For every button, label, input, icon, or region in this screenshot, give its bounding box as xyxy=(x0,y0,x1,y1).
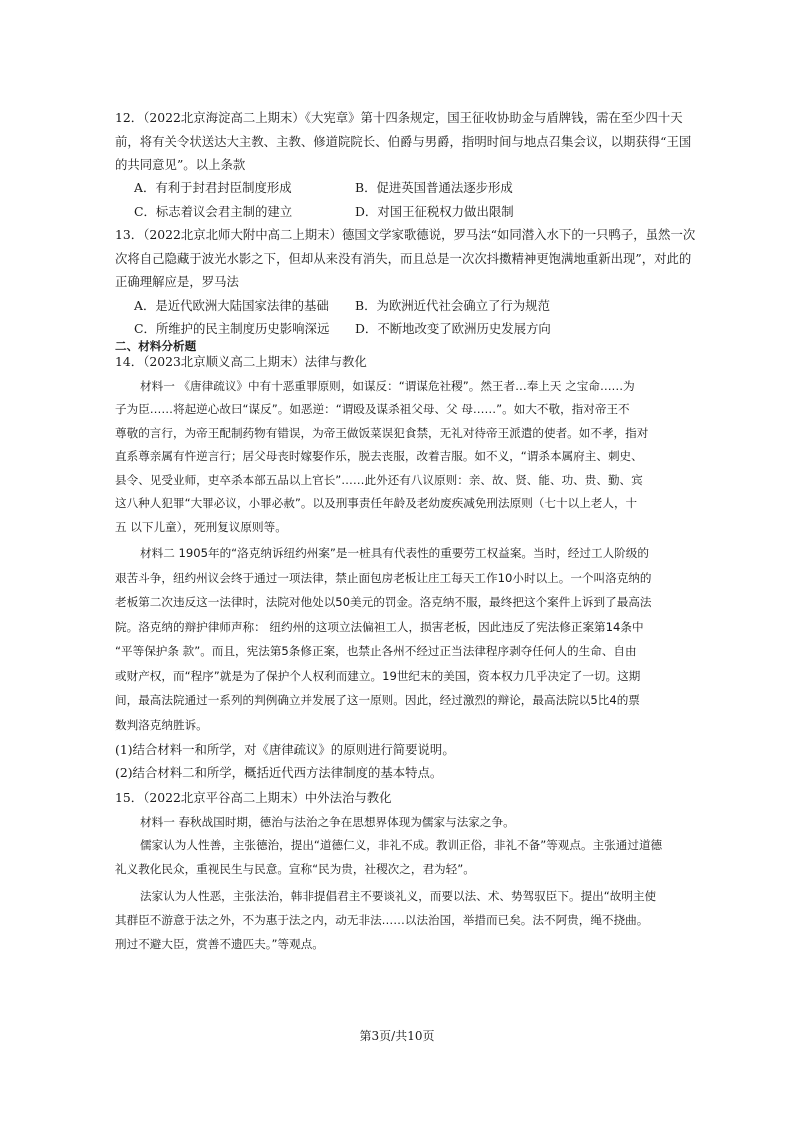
q12-line-3: 的共同意见”。以上条款 xyxy=(115,157,246,172)
q12-line-1: 12．（2022北京海淀高二上期末）《大宪章》第十四条规定，国王征收协助金与盾牌钱，需在至少四十天 xyxy=(115,110,683,125)
q13-option-b: B．为欧洲近代社会确立了行为规范 xyxy=(355,298,550,313)
q12-option-b: B．促进英国普通法逐步形成 xyxy=(355,180,513,195)
q12-line-2: 前，将有关令状送达大主教、主教、修道院院长、伯爵与男爵，指明时间与地点召集会议，以期获得“王国 xyxy=(115,134,692,149)
q13-option-c: C．所维护的民主制度历史影响深远 xyxy=(134,321,330,336)
q14-m2-line-4: 院。洛克纳的辩护律师声称： 纽约州的这项立法偏袒工人，损害老板，因此违反了宪法修正案第14条中 xyxy=(115,620,644,634)
q14-m2-line-1: 材料二 1905年的“洛克纳诉纽约州案”是一桩具有代表性的重要劳工权益案。当时，经过工人阶级的 xyxy=(140,546,649,560)
q15-m1-line-2: 儒家认为人性善，主张德治，提出“道德仁义，非礼不成。教训正俗，非礼不备”等观点。主张通过道德 xyxy=(140,838,663,852)
q13-line-2: 次将自己隐藏于波光水影之下，但却从来没有消失，而且总是一次次抖擞精神更饱满地重新出现”，对此的 xyxy=(115,251,692,266)
q14-m1-line-2: 子为臣……将起逆心故曰“谋反”。如恶逆：“谓殴及谋杀祖父母、父 母……”。如大不敬，指对帝王不 xyxy=(115,402,630,416)
q12-option-a: A．有利于封君封臣制度形成 xyxy=(134,180,292,195)
q15-m1-line-1: 材料一 春秋战国时期，德治与法治之争在思想界体现为儒家与法家之争。 xyxy=(140,815,515,829)
q14-m2-line-2: 艰苦斗争，纽约州议会终于通过一项法律，禁止面包房老板让庄工每天工作10小时以上。一个叫洛克纳的 xyxy=(115,571,652,585)
q15-m1-line-3: 礼义教化民众，重视民生与民意。宣称“民为贵，社稷次之，君为轻”。 xyxy=(115,862,475,876)
q13-option-d: D．不断地改变了欧洲历史发展方向 xyxy=(355,321,551,336)
q14-m2-line-5: “平等保护条 款”。而且，宪法第5条修正案，也禁止各州不经过正当法律程序剥夺任何人的生命、自由 xyxy=(115,644,637,658)
q14-m1-line-7: 五 以下儿童），死刑复议原则等。 xyxy=(115,520,287,534)
q14-m1-line-4: 直系尊亲属有忤逆言行；居父母丧时嫁娶作乐，脱去丧服，改着吉服。如不义，“谓杀本属府主、刺史、 xyxy=(115,449,643,463)
q14-m2-line-7: 间，最高法院通过一系列的判例确立并发展了这一原则。因此，经过激烈的辩论，最高法院以5比4的票 xyxy=(115,693,640,707)
q14-m1-line-3: 尊敬的言行，为帝王配制药物有错误，为帝王做饭菜误犯食禁，无礼对待帝王派遣的使者。如不孝，指对 xyxy=(115,426,649,440)
q15-m1-line-4: 法家认为人性恶，主张法治，韩非提倡君主不要谈礼义，而要以法、术、势驾驭臣下。提出“故明主使 xyxy=(140,889,657,903)
q14-m1-line-5: 县令、见受业师，吏卒杀本部五品以上官长”……此外还有八议原则：亲、故、贤、能、功、贵、勤、宾 xyxy=(115,473,643,487)
q13-line-1: 13．（2022北京北师大附中高二上期末）德国文学家歌德说，罗马法“如同潜入水下的一只鸭子，虽然一次 xyxy=(115,227,696,242)
q12-option-d: D．对国王征税权力做出限制 xyxy=(355,204,514,219)
q14-m2-line-6: 或财产权，而“程序”就是为了保护个人权利而建立。19世纪末的美国，资本权力几乎决定了一切。这期 xyxy=(115,669,641,683)
q14-subquestion-1: (1)结合材料一和所学，对《唐律疏议》的原则进行简要说明。 xyxy=(115,742,455,757)
q14-header: 14．（2023北京顺义高二上期末）法律与教化 xyxy=(115,354,367,369)
q15-header: 15．（2022北京平谷高二上期末）中外法治与教化 xyxy=(115,790,392,805)
q14-m1-line-1: 材料一 《唐律疏议》中有十恶重罪原则，如谋反：“谓谋危社稷”。然王者…奉上天 之宝命……为 xyxy=(140,379,635,393)
q15-m1-line-5: 其群臣不游意于法之外，不为惠于法之内，动无非法……以法治国，举措而已矣。法不阿贵，绳不挠曲。 xyxy=(115,913,649,927)
q13-line-3: 正确理解应是，罗马法 xyxy=(115,274,239,289)
q13-option-a: A．是近代欧洲大陆国家法律的基础 xyxy=(134,298,329,313)
section-heading: 二、材料分析题 xyxy=(115,339,197,353)
q12-option-c: C．标志着议会君主制的建立 xyxy=(134,204,293,219)
q14-m2-line-3: 老板第二次违反这一法律时，法院对他处以50美元的罚金。洛克纳不服，最终把这个案件上诉到了最高法 xyxy=(115,595,652,609)
q14-m1-line-6: 这八种人犯罪“大罪必议，小罪必赦”。以及刑事责任年龄及老幼废疾减免刑法原则（七十以上老人，十 xyxy=(115,496,638,510)
page-number: 第3页/共10页 xyxy=(359,1029,435,1043)
q15-m1-line-6: 刑过不避大臣，赏善不遗匹夫。”等观点。 xyxy=(115,937,324,951)
q14-subquestion-2: (2)结合材料二和所学，概括近代西方法律制度的基本特点。 xyxy=(115,765,443,780)
q14-m2-line-8: 数判洛克纳胜诉。 xyxy=(115,718,208,732)
